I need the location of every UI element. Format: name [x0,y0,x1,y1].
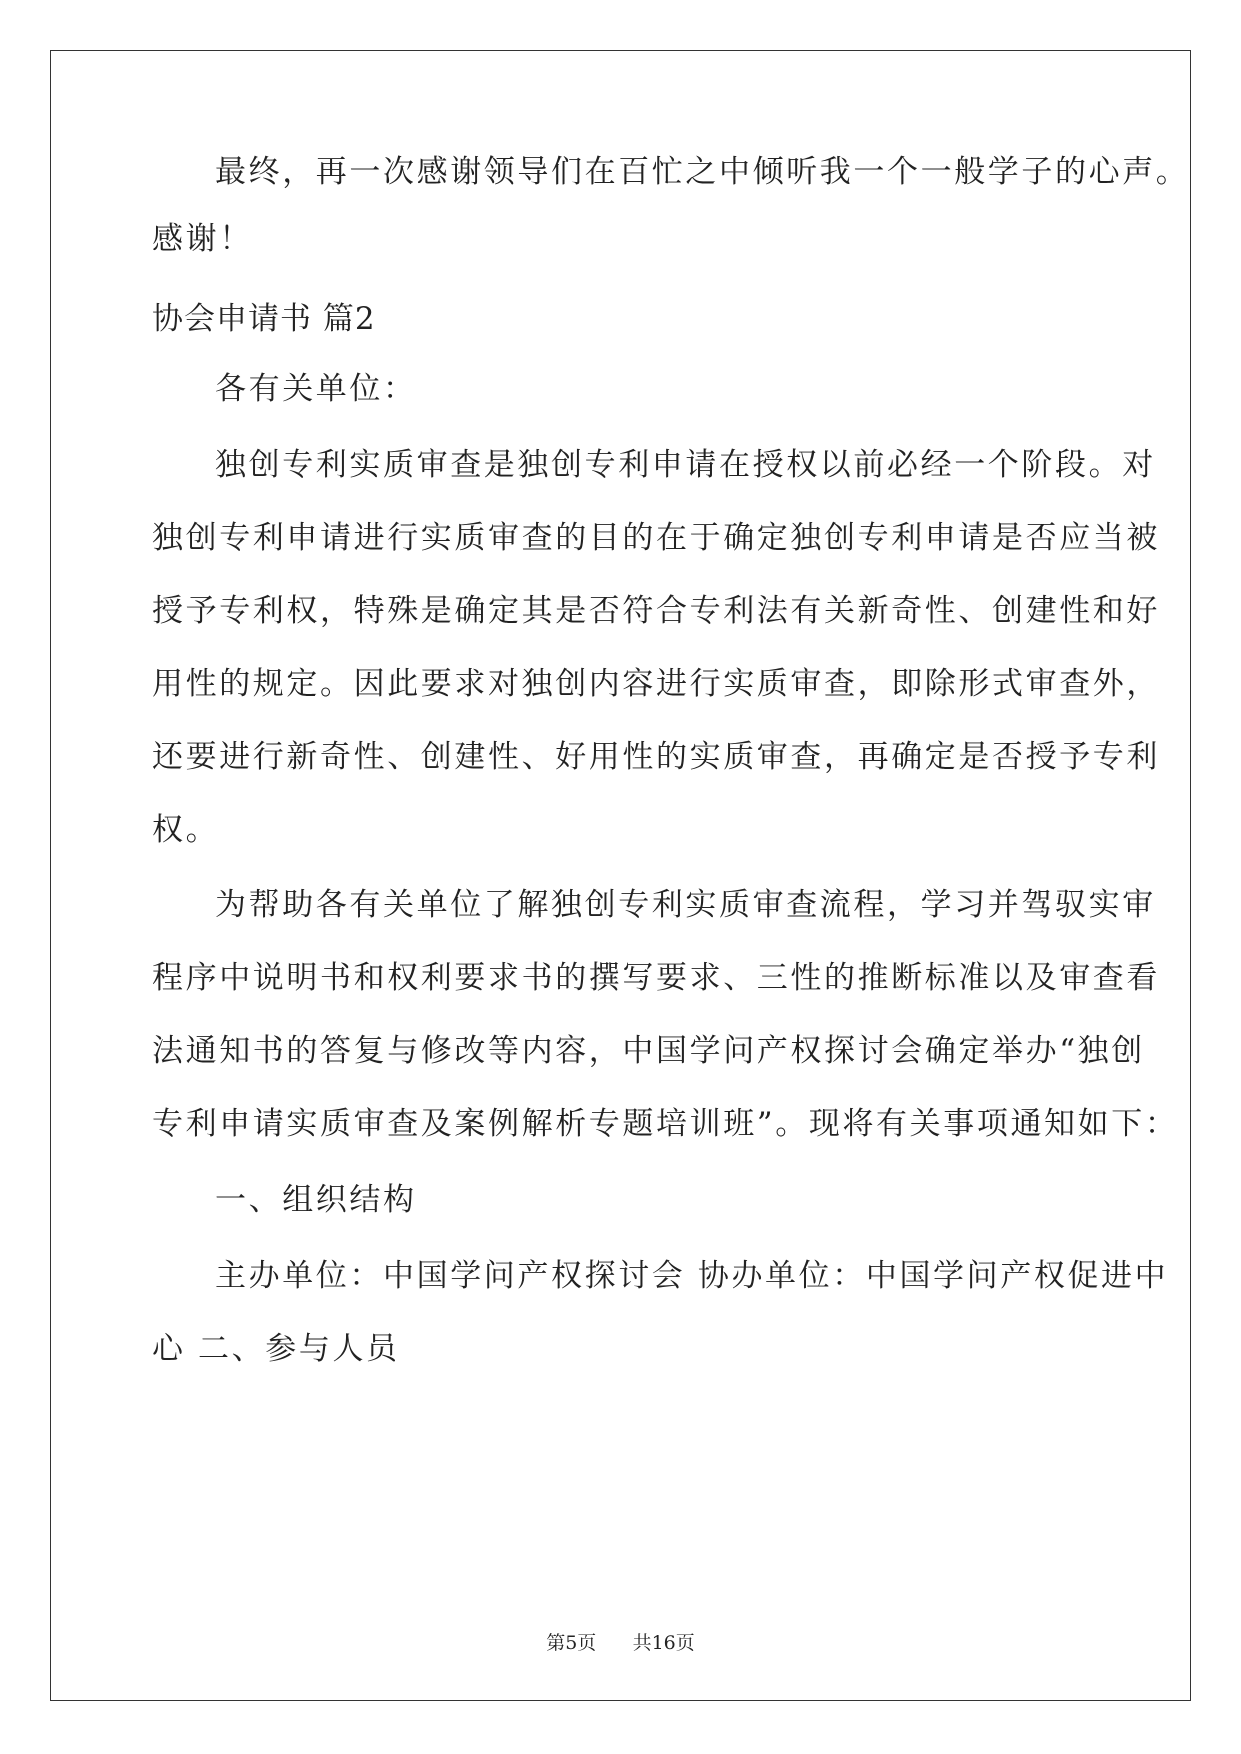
body-line: 主办单位：中国学问产权探讨会 协办单位：中国学问产权促进中 [215,1258,1169,1294]
body-line: 还要进行新奇性、创建性、好用性的实质审查，再确定是否授予专利 [152,739,1160,775]
body-line: 用性的规定。因此要求对独创内容进行实质审查，即除形式审查外， [152,666,1160,702]
page-total: 共16页 [632,1632,695,1654]
body-line: 心 二、参与人员 [152,1331,400,1367]
salutation: 各有关单位： [215,371,417,407]
body-line: 独创专利申请进行实质审查的目的在于确定独创专利申请是否应当被 [152,520,1160,556]
body-line: 授予专利权，特殊是确定其是否符合专利法有关新奇性、创建性和好 [152,593,1160,629]
body-line: 为帮助各有关单位了解独创专利实质审查流程，学习并驾驭实审 [215,887,1156,923]
body-line: 独创专利实质审查是独创专利申请在授权以前必经一个阶段。对 [215,447,1156,483]
body-line: 感谢！ [152,221,253,257]
body-line: 权。 [152,812,220,848]
section-heading: 协会申请书 篇2 [152,301,376,337]
body-line: 最终，再一次感谢领导们在百忙之中倾听我一个一般学子的心声。 [215,154,1190,190]
page-number: 第5页 [546,1632,597,1654]
body-line: 法通知书的答复与修改等内容，中国学问产权探讨会确定举办“独创 [152,1033,1145,1069]
list-heading: 一、组织结构 [215,1182,417,1218]
body-line: 程序中说明书和权利要求书的撰写要求、三性的推断标准以及审查看 [152,960,1160,996]
page-border [50,50,1191,1701]
body-line: 专利申请实质审查及案例解析专题培训班”。现将有关事项通知如下： [152,1106,1179,1142]
page-footer [0,1631,1241,1655]
